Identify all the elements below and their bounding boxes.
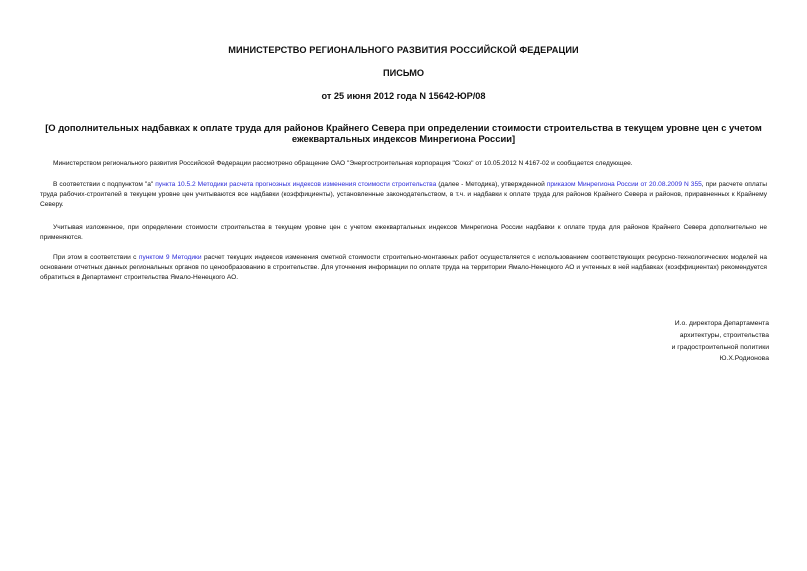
paragraph-2-text-b: (далее - Методика), утвержденной [436,181,547,188]
methodology-point-9-link[interactable]: пунктом 9 Методики [138,254,202,261]
document-date: от 25 июня 2012 года N 15642-ЮР/08 [321,91,486,101]
paragraph-3: Учитывая изложенное, при определении стоимости строительства в текущем уровне цен с учетом ежеквартальных индексов Минрегиона России надбавки к оплате труда для районов Крайнего Севера дополнительно не применяются. [40,224,767,242]
paragraph-4 [40,253,767,284]
methodology-link[interactable]: пункта 10.5.2 Методики расчета прогнозных индексов изменения стоимости строительства [155,181,437,188]
paragraph-4-text-a: При этом в соответствии с [53,254,139,261]
ministry-title: МИНИСТЕРСТВО РЕГИОНАЛЬНОГО РАЗВИТИЯ РОССИЙСКОЙ ФЕДЕРАЦИИ [228,45,579,55]
document-subject: [О дополнительных надбавках к оплате труда для районов Крайнего Севера при определении стоимости строительства в текущем уровне цен с учетом ежеквартальных индексов Минрегиона России] [45,122,762,144]
order-link[interactable]: приказом Минрегиона России от 20.08.2009 N 355 [546,181,702,188]
paragraph-2-text-a: В соответствии с подпунктом "а" [53,181,156,188]
signature-line-1: И.о. директора Департамента [674,320,769,327]
signature-line-2: архитектуры, строительства [679,331,769,339]
signature-block [569,318,769,365]
document-type: ПИСЬМО [382,68,425,78]
signature-line-3: и градостроительной политики [671,343,769,351]
paragraph-2 [40,180,767,211]
paragraph-4-text-b: расчет текущих индексов изменения сметной стоимости строительно-монтажных работ осуществляется с использованием соответствующих ресурсно-технологических моделей на основании отчетных данных региональных органов по ценообразованию в строительстве. Для уточнения информации по оплате труда на территории Ямало-Ненецкого АО и учтенных в ней надбавках (коэффициентах) рекомендуется обратиться в Департамент строительства Ямало-Ненецкого АО. [40,254,768,282]
signature-name: Ю.Х.Родионова [719,355,769,363]
paragraph-2-text-c: , при расчете оплаты труда рабочих-строителей в текущем уровне цен учитываются все надбавки (коэффициенты), установленные законодательством, в т.ч. и надбавки к оплате труда для районов Крайнего Севера и районов, приравненных к Крайнему Северу. [40,181,767,209]
paragraph-1: Министерством регионального развития Российской Федерации рассмотрено обращение ОАО "Энергостроительная корпорация "Союз" от 10.05.2012 N 4167-02 и сообщается следующее. [53,160,633,167]
